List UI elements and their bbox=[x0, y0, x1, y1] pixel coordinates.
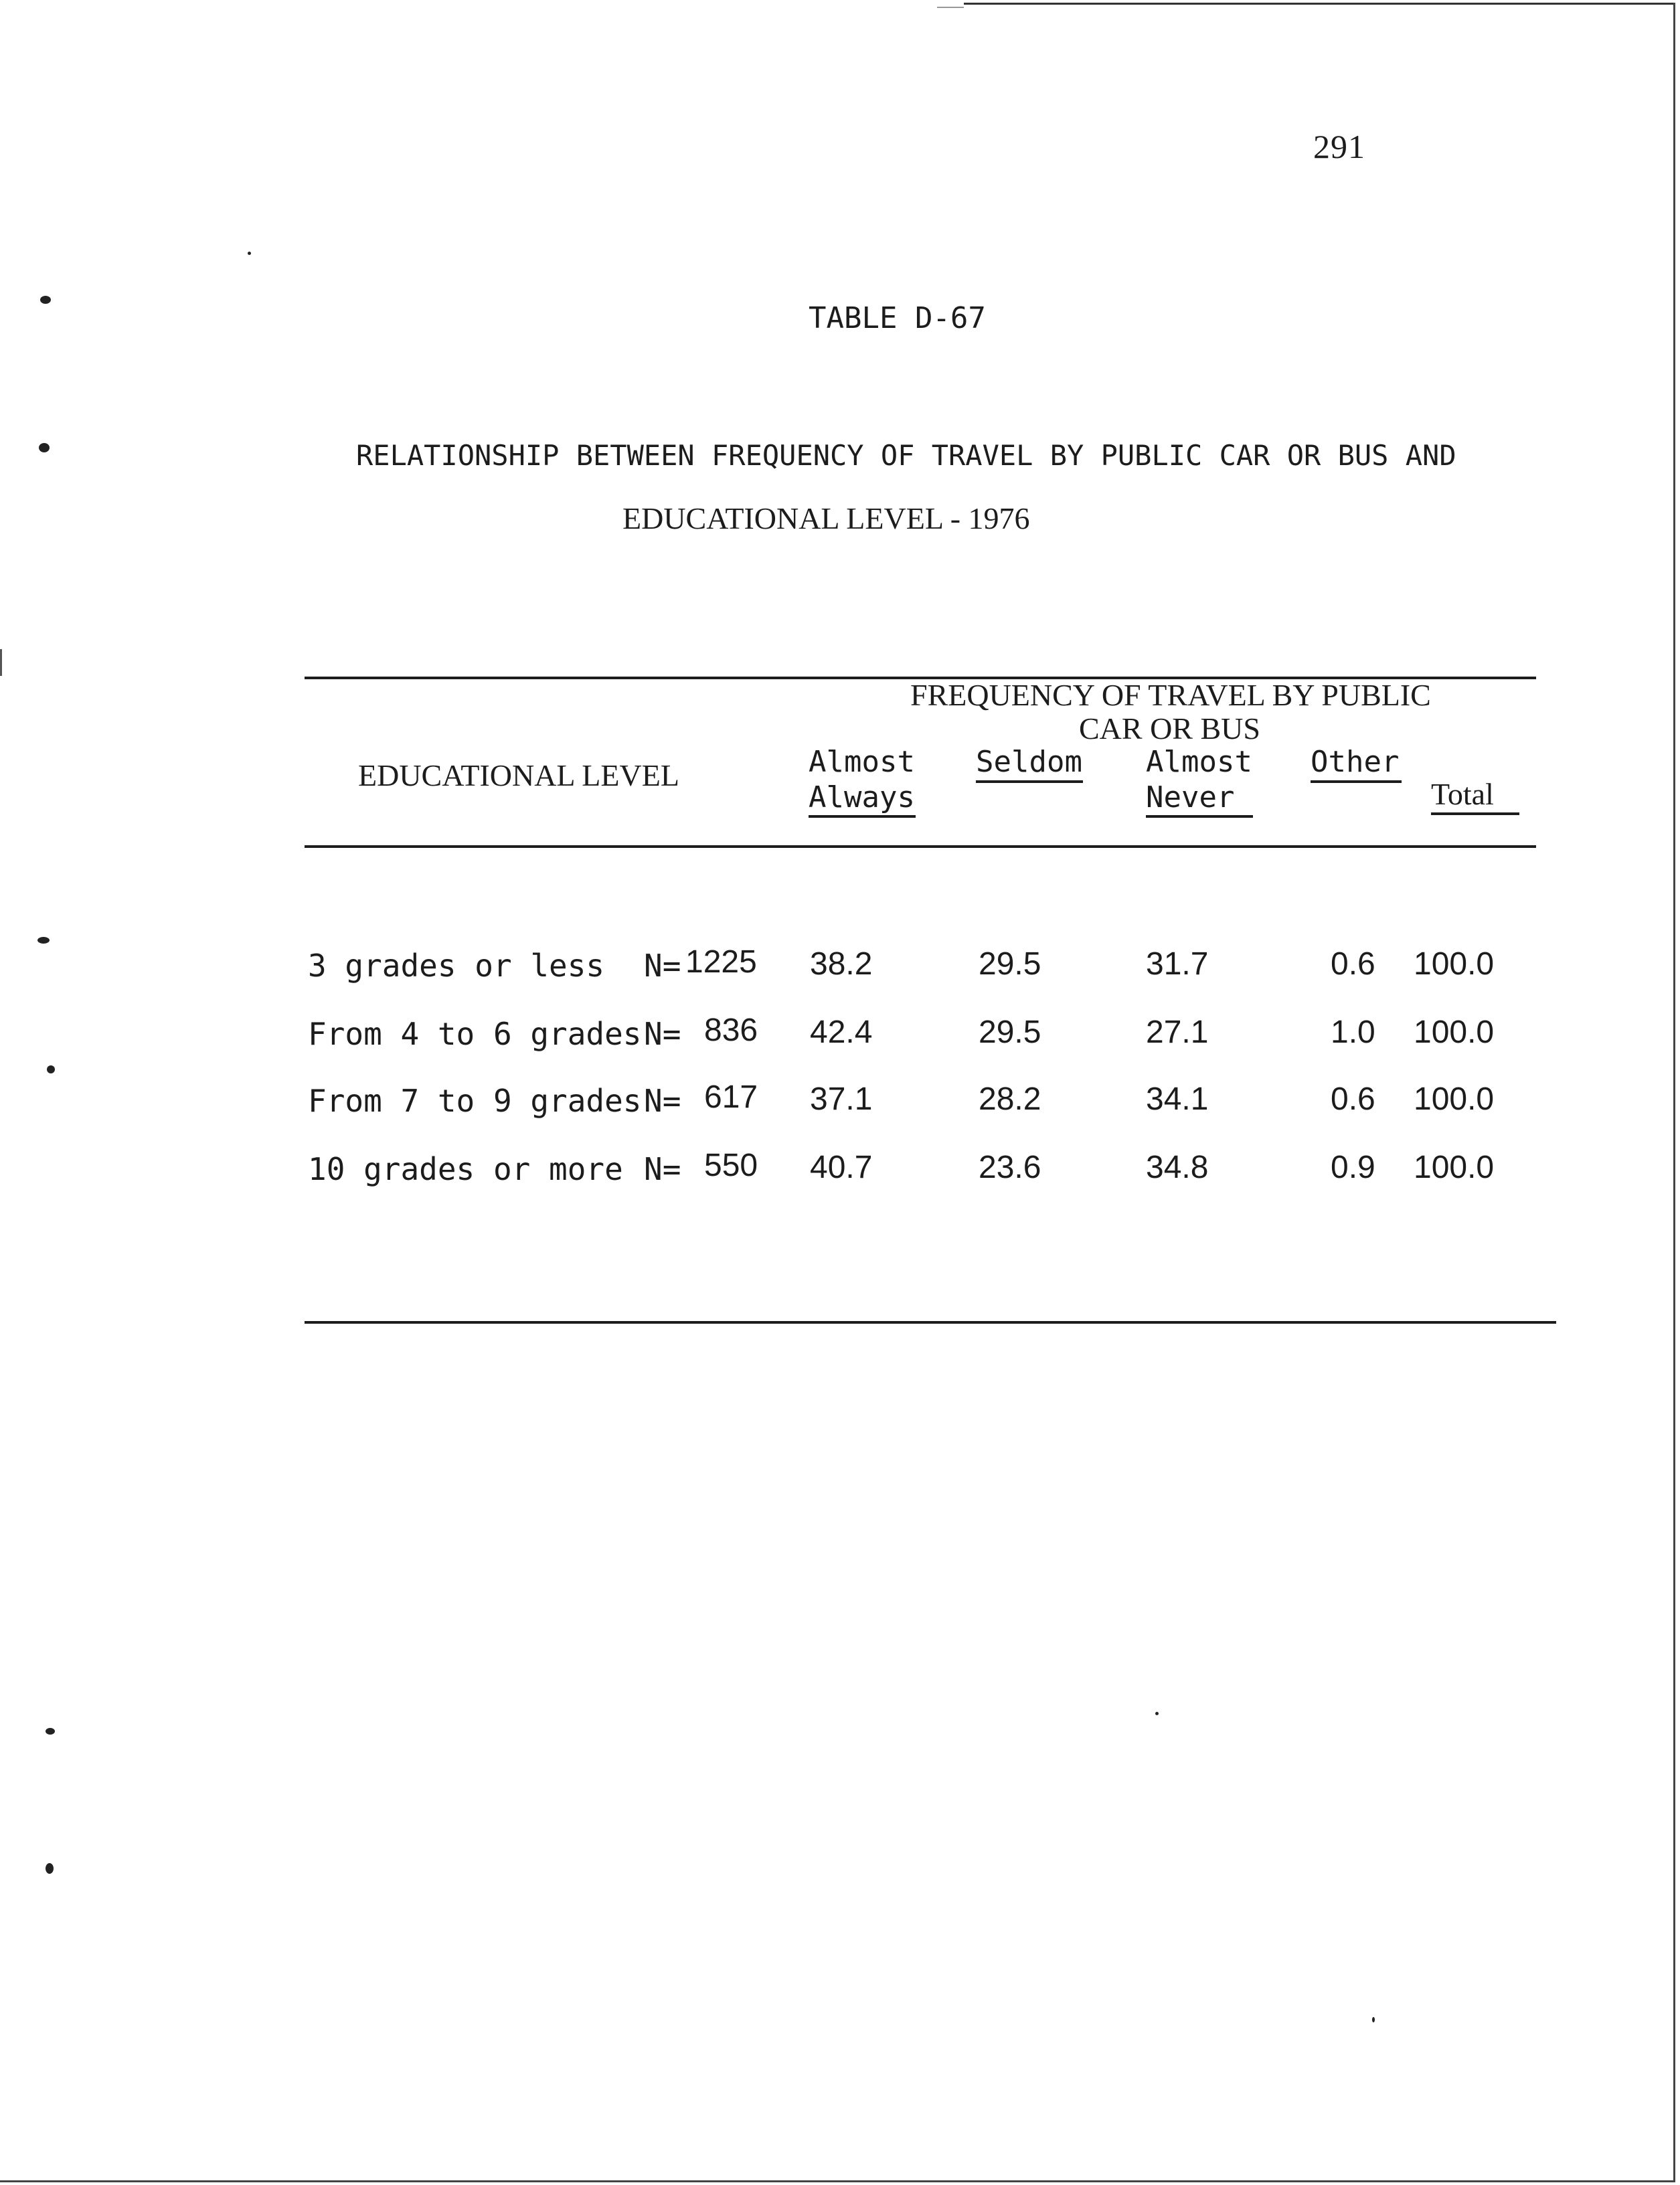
binder-hole-mark bbox=[47, 1065, 55, 1073]
total-value: 100.0 bbox=[1414, 1150, 1495, 1185]
page-edge-top-mark bbox=[937, 7, 964, 8]
seldom-value: 29.5 bbox=[979, 946, 1041, 982]
n-value: 550 bbox=[704, 1148, 758, 1183]
row-header-educational-level: EDUCATIONAL LEVEL bbox=[358, 758, 679, 792]
table-header-rule bbox=[305, 845, 1536, 848]
table-id: TABLE D-67 bbox=[809, 301, 986, 335]
page-edge-bottom bbox=[0, 2180, 1675, 2182]
column-header-almost-never: Almost bbox=[1146, 745, 1252, 779]
almost-never-value: 31.7 bbox=[1146, 946, 1209, 982]
column-header-total: Total bbox=[1431, 777, 1494, 811]
column-group-header-line-2: CAR OR BUS bbox=[1079, 711, 1260, 746]
other-value: 1.0 bbox=[1331, 1015, 1375, 1050]
n-value: 836 bbox=[704, 1013, 758, 1048]
n-label: N= bbox=[644, 1151, 681, 1187]
dust-speck bbox=[248, 252, 251, 255]
almost-never-value: 27.1 bbox=[1146, 1015, 1209, 1050]
n-label: N= bbox=[644, 1083, 681, 1119]
column-header-almost-always-line-2: Always bbox=[809, 780, 915, 814]
educational-level-cell: 10 grades or more bbox=[308, 1151, 623, 1187]
seldom-value: 28.2 bbox=[979, 1081, 1041, 1117]
n-label: N= bbox=[644, 948, 681, 984]
educational-level-cell: 3 grades or less bbox=[308, 948, 605, 984]
total-value: 100.0 bbox=[1414, 946, 1495, 982]
page-edge-top bbox=[964, 3, 1675, 5]
binder-hole-mark bbox=[37, 937, 50, 944]
almost-always-value: 38.2 bbox=[810, 946, 873, 982]
column-group-header: FREQUENCY OF TRAVEL BY PUBLIC bbox=[910, 678, 1431, 712]
column-header-underline bbox=[1431, 812, 1519, 815]
page-number: 291 bbox=[1313, 128, 1365, 165]
table-title-line-1: RELATIONSHIP BETWEEN FREQUENCY OF TRAVEL BY PUBLIC CAR OR BUS AND bbox=[356, 439, 1456, 472]
column-header-almost-never-line-2: Never bbox=[1146, 780, 1235, 814]
table-bottom-rule bbox=[305, 1321, 1556, 1324]
column-header-seldom: Seldom bbox=[976, 745, 1082, 779]
page-edge-right bbox=[1673, 3, 1675, 2181]
column-header-underline bbox=[976, 780, 1083, 783]
n-value: 1225 bbox=[685, 944, 757, 980]
almost-always-value: 37.1 bbox=[810, 1081, 873, 1117]
total-value: 100.0 bbox=[1414, 1081, 1495, 1117]
almost-never-value: 34.8 bbox=[1146, 1150, 1209, 1185]
almost-always-value: 40.7 bbox=[810, 1150, 873, 1185]
column-header-almost-always: Almost bbox=[809, 745, 915, 779]
almost-never-value: 34.1 bbox=[1146, 1081, 1209, 1117]
binder-hole-mark bbox=[39, 443, 50, 452]
educational-level-cell: From 4 to 6 grades bbox=[308, 1016, 642, 1052]
column-header-underline bbox=[1146, 815, 1253, 818]
column-header-other: Other bbox=[1311, 745, 1400, 779]
almost-always-value: 42.4 bbox=[810, 1015, 873, 1050]
column-header-underline bbox=[1311, 780, 1402, 783]
binder-hole-mark bbox=[46, 1863, 54, 1874]
educational-level-cell: From 7 to 9 grades bbox=[308, 1083, 642, 1119]
n-label: N= bbox=[644, 1016, 681, 1052]
seldom-value: 29.5 bbox=[979, 1015, 1041, 1050]
dust-speck bbox=[1372, 2017, 1375, 2022]
other-value: 0.6 bbox=[1331, 1081, 1375, 1117]
other-value: 0.6 bbox=[1331, 946, 1375, 982]
other-value: 0.9 bbox=[1331, 1150, 1375, 1185]
binder-hole-mark bbox=[46, 1728, 55, 1735]
n-value: 617 bbox=[704, 1079, 758, 1115]
binder-hole-mark bbox=[40, 296, 51, 304]
dust-speck bbox=[1155, 1712, 1159, 1715]
seldom-value: 23.6 bbox=[979, 1150, 1041, 1185]
column-header-underline bbox=[809, 815, 916, 818]
page-edge-left-mark bbox=[0, 649, 2, 676]
table-title-line-2: EDUCATIONAL LEVEL - 1976 bbox=[622, 501, 1030, 535]
total-value: 100.0 bbox=[1414, 1015, 1495, 1050]
